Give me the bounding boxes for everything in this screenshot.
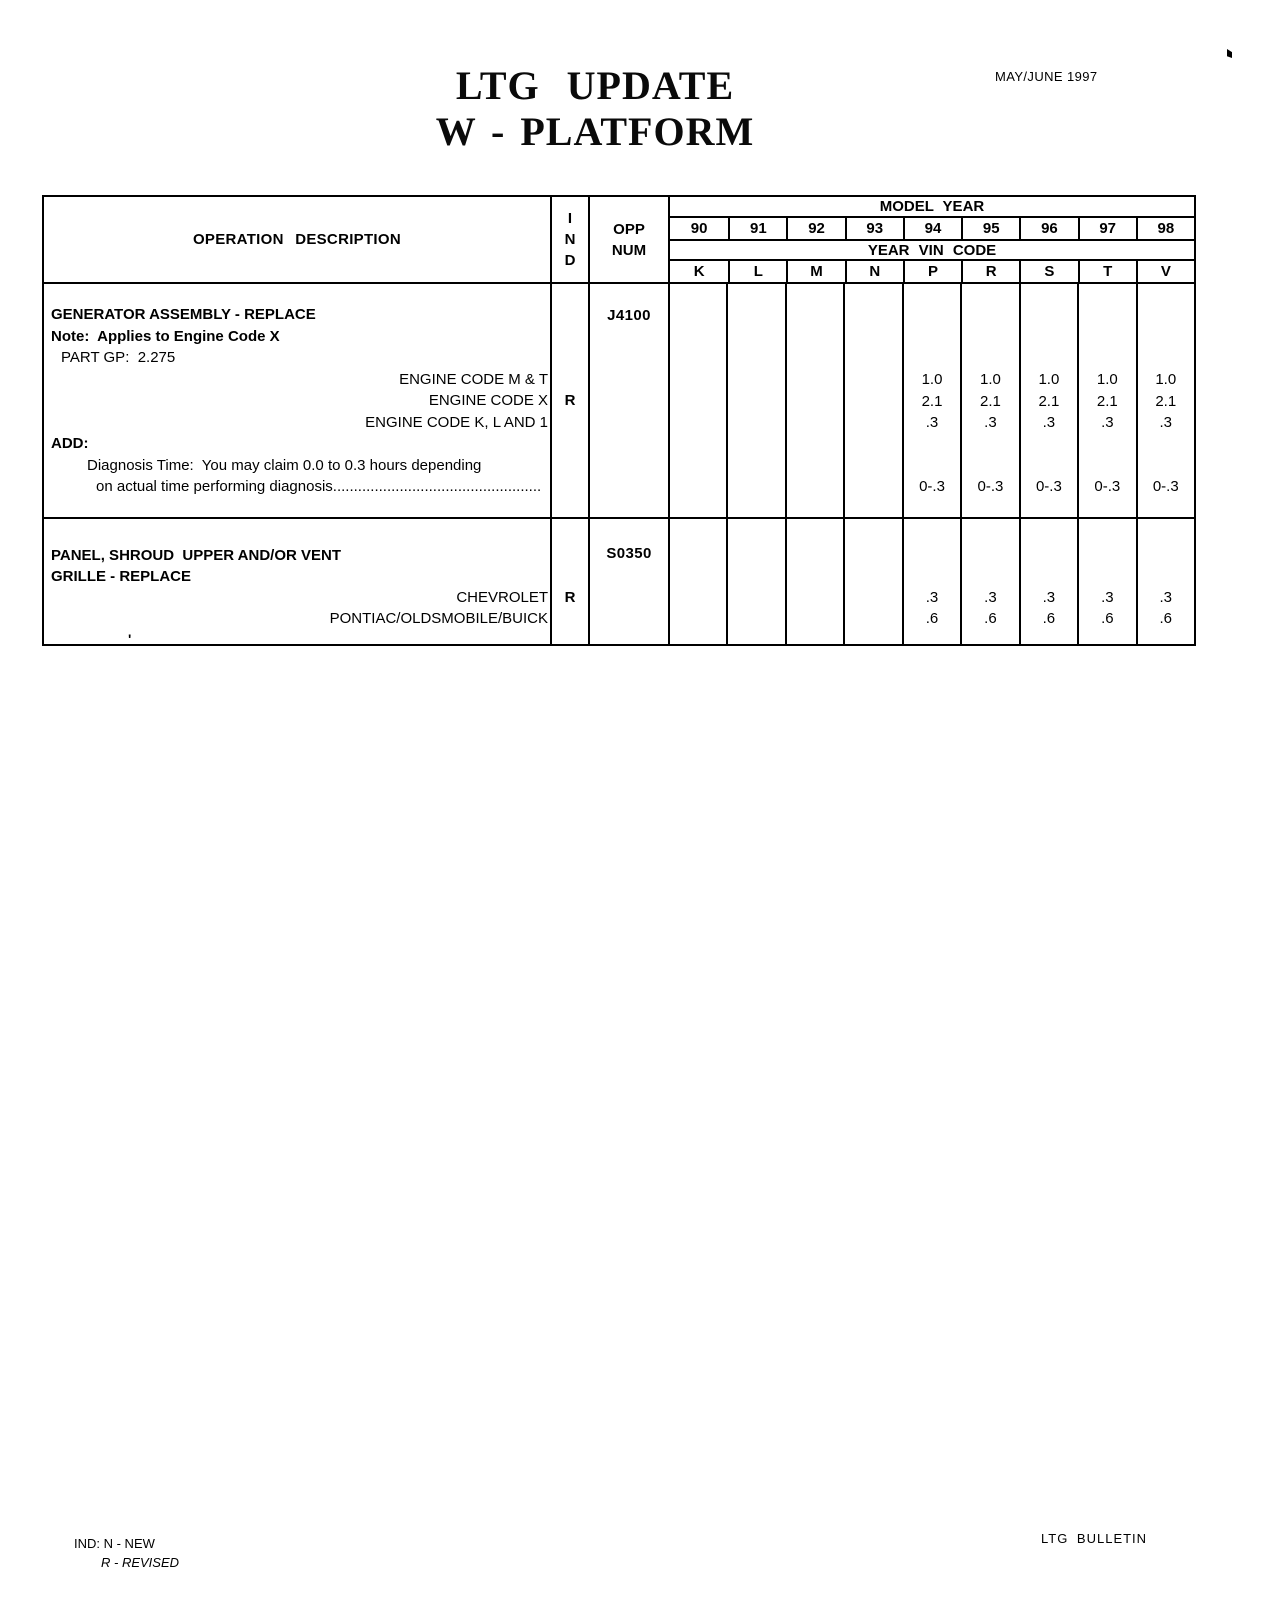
opp-header-line: NUM (611, 241, 647, 259)
labor-time-value: 0-.3 (1152, 478, 1179, 495)
table-header-row (44, 197, 1194, 284)
labor-time-value: 2.1 (1096, 392, 1118, 410)
vin-code-header-row (670, 261, 1194, 282)
revised-indicator: R (564, 589, 576, 606)
engine-code-line: ENGINE CODE K, L AND 1 (365, 413, 548, 431)
diagnosis-line: Diagnosis Time: You may claim 0.0 to 0.3 hours depending (87, 456, 482, 474)
model-year-header-block (668, 197, 1194, 282)
value-cell-93 (843, 519, 901, 644)
vin-code-header: N (845, 261, 903, 282)
value-cell-98 (1136, 519, 1194, 644)
operation-description-cell (44, 284, 550, 517)
vin-code-header: P (903, 261, 961, 282)
vin-code-label: YEAR VIN CODE (670, 241, 1194, 261)
value-cell-92 (785, 284, 843, 517)
opp-num-cell (588, 284, 668, 517)
value-cell-94 (902, 284, 960, 517)
diagnosis-line: on actual time performing diagnosis.................................................. (96, 478, 542, 495)
labor-time-value: 0-.3 (919, 478, 945, 495)
labor-time-value: .3 (984, 589, 997, 606)
labor-time-value: 2.1 (980, 392, 1001, 410)
ind-legend-revised: R - REVISED (101, 1555, 180, 1570)
value-cell-94 (902, 519, 960, 644)
table-row-generator-assembly (44, 284, 1194, 517)
col-header-operation-description: OPERATION DESCRIPTION (192, 231, 402, 248)
labor-time-value: 1.0 (980, 371, 1001, 388)
value-cell-96 (1019, 284, 1077, 517)
value-cell-90 (668, 519, 726, 644)
year-header: 91 (728, 218, 786, 239)
value-cell-92 (785, 519, 843, 644)
make-line: CHEVROLET (456, 589, 548, 606)
value-cell-97 (1077, 284, 1135, 517)
opp-num-cell (588, 519, 668, 644)
labor-time-value: .3 (1042, 589, 1056, 606)
vin-code-header: M (786, 261, 844, 282)
value-cell-95 (960, 519, 1018, 644)
add-label-line: ADD: (51, 435, 89, 452)
col-header-ind (550, 197, 588, 282)
year-header: 90 (690, 220, 708, 237)
value-cell-98 (1136, 284, 1194, 517)
labor-time-value: 1.0 (921, 371, 943, 388)
labor-time-table (42, 195, 1196, 646)
revised-indicator: R (564, 392, 576, 409)
labor-time-value: .6 (1159, 610, 1173, 627)
vin-code-header: K (693, 263, 705, 280)
ind-letter: D (564, 252, 576, 269)
labor-time-value: .3 (925, 589, 939, 606)
operation-description-cell (44, 519, 550, 644)
vin-code-header: S (1019, 261, 1077, 282)
table-row-panel-shroud (44, 517, 1194, 644)
labor-time-value: .3 (1042, 414, 1056, 431)
labor-time-value: 0-.3 (1035, 478, 1062, 495)
labor-time-value: .6 (1042, 610, 1056, 627)
labor-time-value: .3 (1101, 589, 1114, 606)
value-cell-97 (1077, 519, 1135, 644)
vin-code-header: V (1136, 261, 1194, 282)
ind-letter: I (567, 210, 573, 227)
ltg-bulletin-label: LTG BULLETIN (1041, 1531, 1148, 1546)
year-header: 93 (845, 218, 903, 239)
bulletin-date: MAY/JUNE 1997 (995, 69, 1098, 84)
year-header: 94 (903, 218, 961, 239)
opp-header-line: OPP (613, 220, 645, 238)
vin-code-header: T (1078, 261, 1136, 282)
labor-time-value: 1.0 (1096, 371, 1118, 388)
opp-number: S0350 (606, 545, 652, 562)
opp-number: J4100 (607, 307, 651, 324)
page-subtitle: W - PLATFORM (435, 109, 755, 154)
labor-time-value: .3 (1159, 589, 1173, 606)
year-header-row (670, 218, 1194, 241)
labor-time-value: .3 (1101, 414, 1114, 431)
year-header: 96 (1019, 218, 1077, 239)
page-title: LTG UPDATE (455, 63, 735, 108)
labor-time-value: .6 (984, 610, 997, 627)
labor-time-value: 0-.3 (1094, 478, 1121, 495)
operation-line: PANEL, SHROUD UPPER AND/OR VENT (51, 547, 342, 564)
make-line: PONTIAC/OLDSMOBILE/BUICK (329, 610, 548, 627)
operation-line: GENERATOR ASSEMBLY - REPLACE (51, 306, 316, 323)
year-header: 98 (1136, 218, 1194, 239)
labor-time-value: .3 (1159, 414, 1173, 431)
engine-code-line: ENGINE CODE X (428, 392, 548, 409)
year-header: 92 (786, 218, 844, 239)
operation-note-line: Note: Applies to Engine Code X (51, 327, 280, 345)
ind-cell (550, 284, 588, 517)
labor-time-value: .6 (925, 610, 939, 627)
labor-time-value: 0-.3 (977, 478, 1004, 495)
labor-time-value: 1.0 (1155, 371, 1177, 388)
value-cell-95 (960, 284, 1018, 517)
model-year-label: MODEL YEAR (670, 197, 1194, 218)
labor-time-value: .3 (984, 414, 997, 431)
scan-artifact-mark (1227, 49, 1232, 58)
ind-legend-new: IND: N - NEW (74, 1536, 155, 1551)
labor-time-value: 2.1 (1155, 392, 1177, 410)
ind-letter: N (564, 231, 576, 248)
ind-cell (550, 519, 588, 644)
year-header: 97 (1078, 218, 1136, 239)
labor-time-value: 2.1 (921, 392, 943, 410)
col-header-opp-num (588, 197, 668, 282)
labor-time-value: 2.1 (1038, 392, 1060, 410)
engine-code-line: ENGINE CODE M & T (399, 370, 548, 388)
labor-time-value: .6 (1101, 610, 1114, 627)
value-cell-93 (843, 284, 901, 517)
year-header: 95 (961, 218, 1019, 239)
value-cell-91 (726, 284, 784, 517)
scan-artifact-mark: ' (128, 631, 132, 644)
value-cell-96 (1019, 519, 1077, 644)
value-cell-90 (668, 284, 726, 517)
labor-time-value: .3 (925, 414, 939, 431)
operation-line: GRILLE - REPLACE (51, 568, 192, 585)
vin-code-header: R (961, 261, 1019, 282)
part-gp-line: PART GP: 2.275 (61, 349, 176, 366)
vin-code-header: L (728, 261, 786, 282)
value-cell-91 (726, 519, 784, 644)
labor-time-value: 1.0 (1038, 371, 1060, 388)
